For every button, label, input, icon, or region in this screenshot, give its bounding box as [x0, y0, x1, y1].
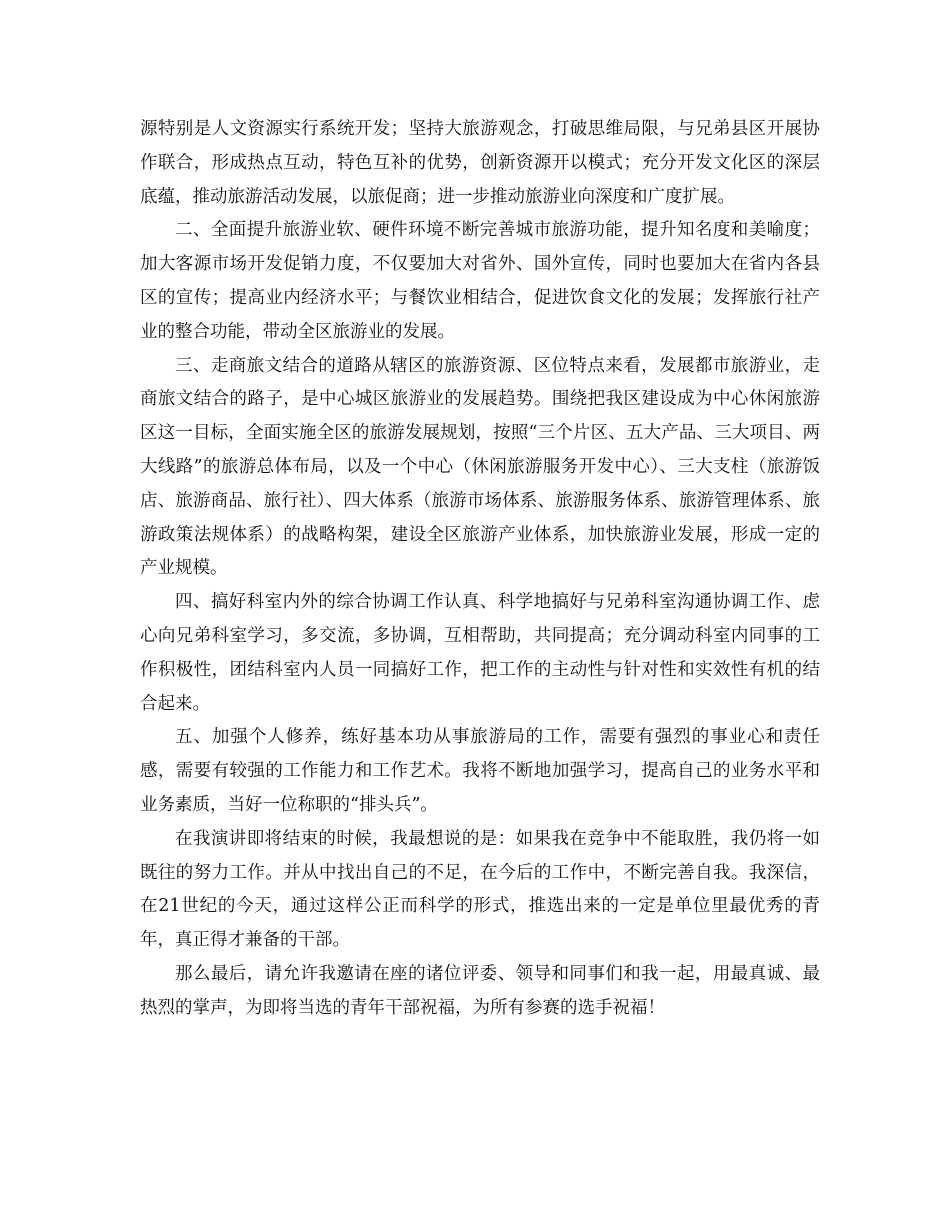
paragraph-closing-statement: 在我演讲即将结束的时候，我最想说的是：如果我在竞争中不能取胜，我仍将一如既往的努力工作。并从中找出自己的不足，在今后的工作中，不断完善自我。我深信，在21世纪的今天，通过这样公正而科学的形式，推选出来的一定是单位里最优秀的青年，真正得才兼备的干部。 — [140, 828, 820, 951]
document-body — [140, 113, 820, 1026]
paragraph-final-thanks: 那么最后，请允许我邀请在座的诸位评委、领导和同事们和我一起，用最真诚、最热烈的掌声，为即将当选的青年干部祝福，为所有参赛的选手祝福！ — [140, 963, 820, 1018]
paragraph-section-4: 四、搞好科室内外的综合协调工作认真、科学地搞好与兄弟科室沟通协调工作、虑心向兄弟科室学习，多交流，多协调，互相帮助，共同提高；充分调动科室内同事的工作积极性，团结科室内人员一同搞好工作，把工作的主动性与针对性和实效性有机的结合起来。 — [140, 592, 820, 714]
paragraph-section-2: 二、全面提升旅游业软、硬件环境不断完善城市旅游功能，提升知名度和美喻度；加大客源市场开发促销力度，不仅要加大对省外、国外宣传，同时也要加大在省内各县区的宣传；提高业内经济水平；与餐饮业相结合，促进饮食文化的发展；发挥旅行社产业的整合功能，带动全区旅游业的发展。 — [140, 220, 820, 342]
paragraph-section-3: 三、走商旅文结合的道路从辖区的旅游资源、区位特点来看，发展都市旅游业，走商旅文结合的路子，是中心城区旅游业的发展趋势。围绕把我区建设成为中心休闲旅游区这一目标，全面实施全区的旅游发展规划，按照“三个片区、五大产品、三大项目、两大线路”的旅游总体布局，以及一个中心（休闲旅游服务开发中心）、三大支柱（旅游饭店、旅游商品、旅行社）、四大体系（旅游市场体系、旅游服务体系、旅游管理体系、旅游政策法规体系）的战略构架，建设全区旅游产业体系，加快旅游业发展，形成一定的产业规模。 — [140, 355, 820, 579]
paragraph-continuation: 源特别是人文资源实行系统开发；坚持大旅游观念，打破思维局限，与兄弟县区开展协作联合，形成热点互动，特色互补的优势，创新资源开以模式；充分开发文化区的深层底蕴，推动旅游活动发展，以旅促商；进一步推动旅游业向深度和广度扩展。 — [140, 119, 820, 207]
paragraph-section-5: 五、加强个人修养，练好基本功从事旅游局的工作，需要有强烈的事业心和责任感，需要有较强的工作能力和工作艺术。我将不断地加强学习，提高自己的业务水平和业务素质，当好一位称职的“排头兵”。 — [140, 727, 820, 815]
